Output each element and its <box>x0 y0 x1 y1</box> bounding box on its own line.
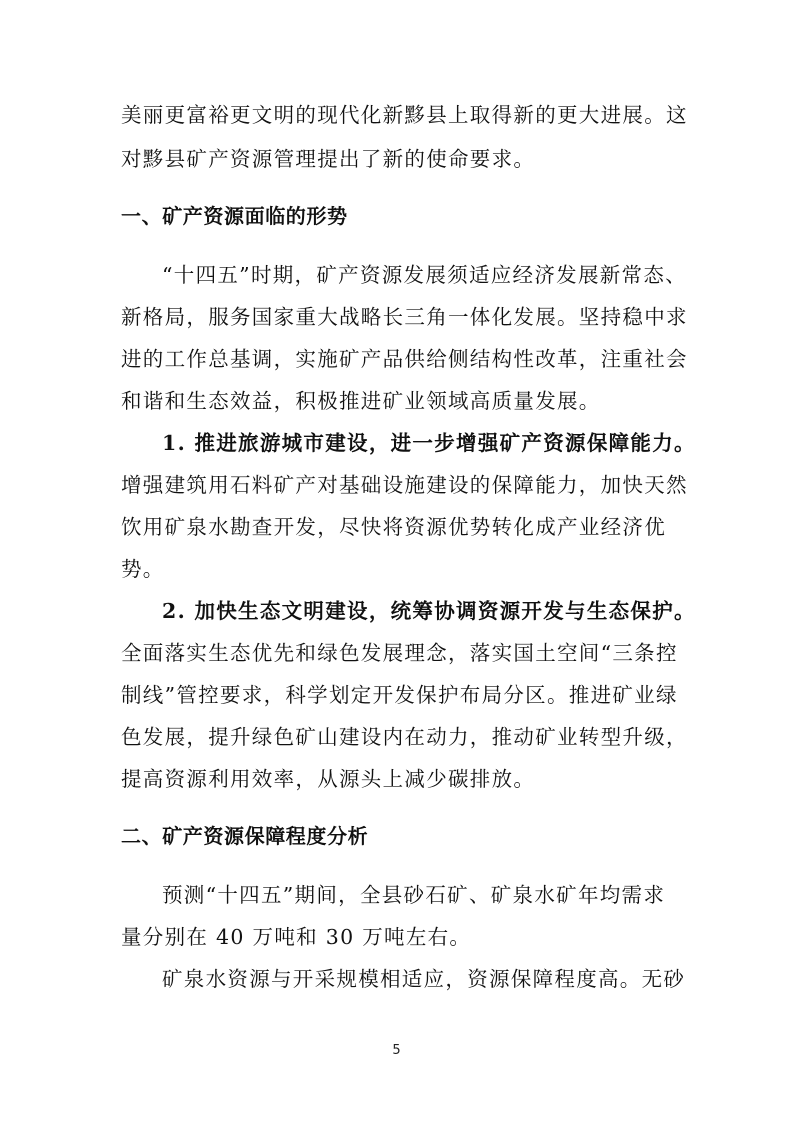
paragraph-line: 提高资源利用效率，从源头上减少碳排放。 <box>121 767 536 791</box>
section-heading-1: 一、矿产资源面临的形势 <box>121 204 348 228</box>
paragraph-line: 预测“十四五”期间，全县砂石矿、矿泉水矿年均需求 <box>162 883 666 907</box>
paragraph-line: “十四五”时期，矿产资源发展须适应经济发展新常态、 <box>162 263 687 287</box>
section-heading-2: 二、矿产资源保障程度分析 <box>121 824 369 848</box>
paragraph-line: 和谐和生态效益，积极推进矿业领域高质量发展。 <box>121 389 601 413</box>
paragraph-line: 对黟县矿产资源管理提出了新的使命要求。 <box>121 147 536 171</box>
paragraph-line: 美丽更富裕更文明的现代化新黟县上取得新的更大进展。这 <box>121 103 688 127</box>
paragraph-line: 制线”管控要求，科学划定开发保护布局分区。推进矿业绿 <box>121 683 678 707</box>
paragraph-line: 势。 <box>121 557 165 581</box>
paragraph-line: 量分别在 40 万吨和 30 万吨左右。 <box>121 925 472 949</box>
paragraph-line: 进的工作总基调，实施矿产品供给侧结构性改革，注重社会 <box>121 347 688 371</box>
paragraph-line: 增强建筑用石料矿产对基础设施建设的保障能力，加快天然 <box>121 473 688 497</box>
paragraph-line: 矿泉水资源与开采规模相适应，资源保障程度高。无砂 <box>162 967 686 991</box>
paragraph-line: 新格局，服务国家重大战略长三角一体化发展。坚持稳中求 <box>121 305 688 329</box>
paragraph-line: 色发展，提升绿色矿山建设内在动力，推动矿业转型升级， <box>121 725 688 749</box>
subheading-2: 2. 加快生态文明建设，统筹协调资源开发与生态保护。 <box>162 599 696 623</box>
paragraph-line: 全面落实生态优先和绿色发展理念，落实国土空间“三条控 <box>121 641 678 665</box>
page-number: 5 <box>392 1043 401 1058</box>
paragraph-line: 饮用矿泉水勘查开发，尽快将资源优势转化成产业经济优 <box>121 515 666 539</box>
subheading-1: 1. 推进旅游城市建设，进一步增强矿产资源保障能力。 <box>162 431 696 455</box>
